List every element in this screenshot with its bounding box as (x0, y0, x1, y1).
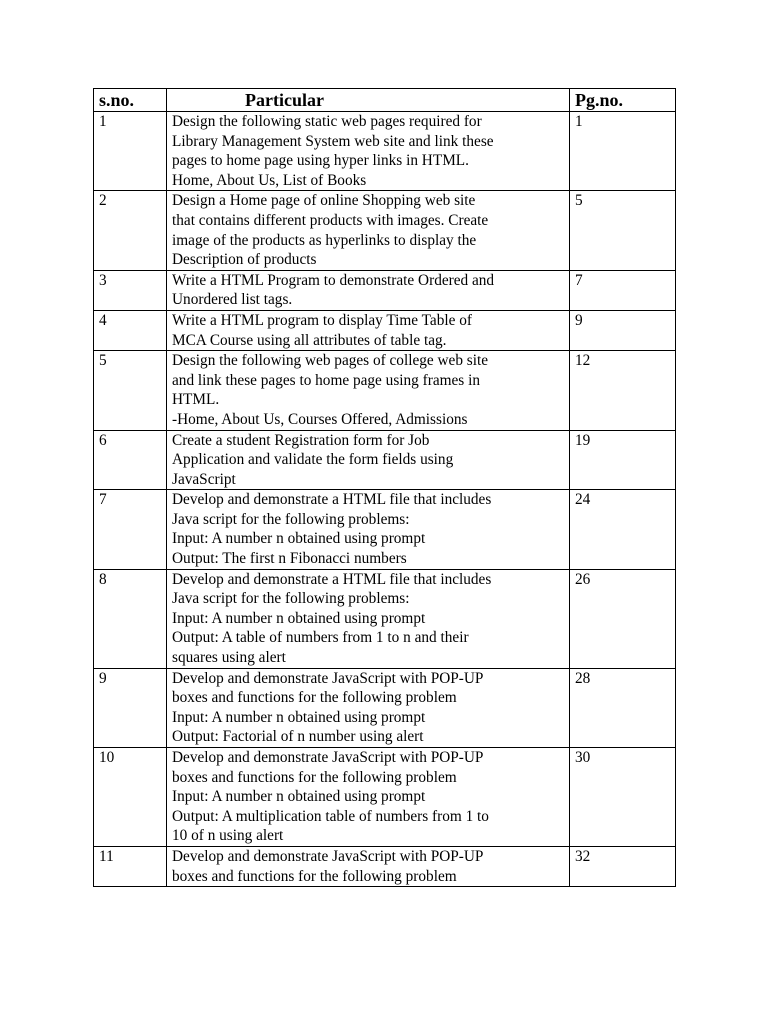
particular-line: Develop and demonstrate JavaScript with POP-UP (172, 749, 484, 766)
header-sno: s.no. (94, 89, 167, 112)
particular-line: image of the products as hyperlinks to display the (172, 231, 477, 249)
row-page-number: 9 (570, 310, 676, 350)
particular-line: Create a student Registration form for Job (172, 431, 430, 449)
particular-line: and link these pages to home page using frames in (172, 371, 480, 389)
header-particular: Particular (167, 89, 570, 112)
header-row (94, 89, 676, 112)
particular-line: Design the following static web pages required for (172, 113, 482, 130)
table-row (94, 351, 676, 430)
row-particular (167, 270, 570, 310)
row-sno: 4 (94, 310, 167, 350)
particular-line: Input: A number n obtained using prompt (172, 530, 426, 548)
row-page-number: 1 (570, 112, 676, 191)
particular-line: Develop and demonstrate JavaScript with POP-UP (172, 669, 484, 687)
particular-line: Develop and demonstrate a HTML file that includes (172, 491, 492, 509)
row-page-number: 28 (570, 668, 676, 747)
particular-line: Input: A number n obtained using prompt (172, 609, 426, 627)
row-page-number: 32 (570, 846, 676, 886)
row-particular (167, 430, 570, 490)
particular-line: squares using alert (172, 649, 286, 667)
particular-line: Design a Home page of online Shopping web site (172, 192, 476, 210)
table-body (94, 112, 676, 887)
table-row (94, 430, 676, 490)
particular-line: Library Management System web site and link these (172, 132, 494, 150)
row-particular (167, 846, 570, 886)
particular-line: Develop and demonstrate a HTML file that includes (172, 570, 492, 588)
row-page-number: 19 (570, 430, 676, 490)
particular-line: Write a HTML Program to demonstrate Ordered and (172, 271, 495, 289)
particular-line: Application and validate the form fields using (172, 451, 454, 469)
row-sno: 7 (94, 490, 167, 569)
table-row (94, 270, 676, 310)
particular-line: Input: A number n obtained using prompt (172, 788, 426, 806)
particular-line: boxes and functions for the following problem (172, 867, 457, 885)
row-particular (167, 668, 570, 747)
row-particular (167, 112, 570, 191)
table-row (94, 569, 676, 668)
particular-line: Output: A multiplication table of numbers from 1 to (172, 807, 489, 825)
row-particular (167, 351, 570, 430)
row-sno: 2 (94, 191, 167, 270)
table-row (94, 112, 676, 191)
row-sno: 6 (94, 430, 167, 490)
index-table (93, 88, 676, 887)
particular-line: JavaScript (172, 470, 236, 488)
particular-line: that contains different products with images. Create (172, 211, 489, 229)
table-row (94, 191, 676, 270)
table-row (94, 490, 676, 569)
row-page-number: 12 (570, 351, 676, 430)
particular-line: Home, About Us, List of Books (172, 171, 367, 189)
particular-line: Description of products (172, 251, 317, 269)
row-page-number: 24 (570, 490, 676, 569)
row-sno: 1 (94, 112, 167, 191)
row-page-number: 30 (570, 748, 676, 847)
table-row (94, 748, 676, 847)
row-sno: 10 (94, 748, 167, 847)
particular-line: Unordered list tags. (172, 291, 293, 309)
row-sno: 8 (94, 569, 167, 668)
particular-line: Output: Factorial of n number using alert (172, 728, 424, 746)
row-page-number: 7 (570, 270, 676, 310)
particular-line: boxes and functions for the following problem (172, 768, 457, 786)
particular-line: Output: The first n Fibonacci numbers (172, 550, 407, 568)
row-page-number: 5 (570, 191, 676, 270)
particular-line: -Home, About Us, Courses Offered, Admissions (172, 410, 468, 428)
table-row (94, 310, 676, 350)
particular-line: Output: A table of numbers from 1 to n and their (172, 629, 469, 647)
table-row (94, 668, 676, 747)
row-particular (167, 490, 570, 569)
particular-line: Java script for the following problems: (172, 590, 410, 608)
particular-line: Write a HTML program to display Time Table of (172, 311, 472, 329)
particular-line: 10 of n using alert (172, 827, 284, 845)
row-particular (167, 310, 570, 350)
particular-line: Design the following web pages of college web site (172, 352, 489, 370)
particular-line: Develop and demonstrate JavaScript with POP-UP (172, 847, 484, 865)
row-sno: 9 (94, 668, 167, 747)
row-particular (167, 748, 570, 847)
row-particular (167, 191, 570, 270)
particular-line: HTML. (172, 391, 220, 409)
row-page-number: 26 (570, 569, 676, 668)
particular-line: Java script for the following problems: (172, 510, 410, 528)
row-particular (167, 569, 570, 668)
row-sno: 11 (94, 846, 167, 886)
row-sno: 5 (94, 351, 167, 430)
particular-line: boxes and functions for the following problem (172, 689, 457, 707)
particular-line: MCA Course using all attributes of table tag. (172, 331, 447, 349)
table-row (94, 846, 676, 886)
particular-line: Input: A number n obtained using prompt (172, 708, 426, 726)
particular-line: pages to home page using hyper links in HTML. (172, 152, 469, 170)
row-sno: 3 (94, 270, 167, 310)
header-pgno: Pg.no. (570, 89, 676, 112)
